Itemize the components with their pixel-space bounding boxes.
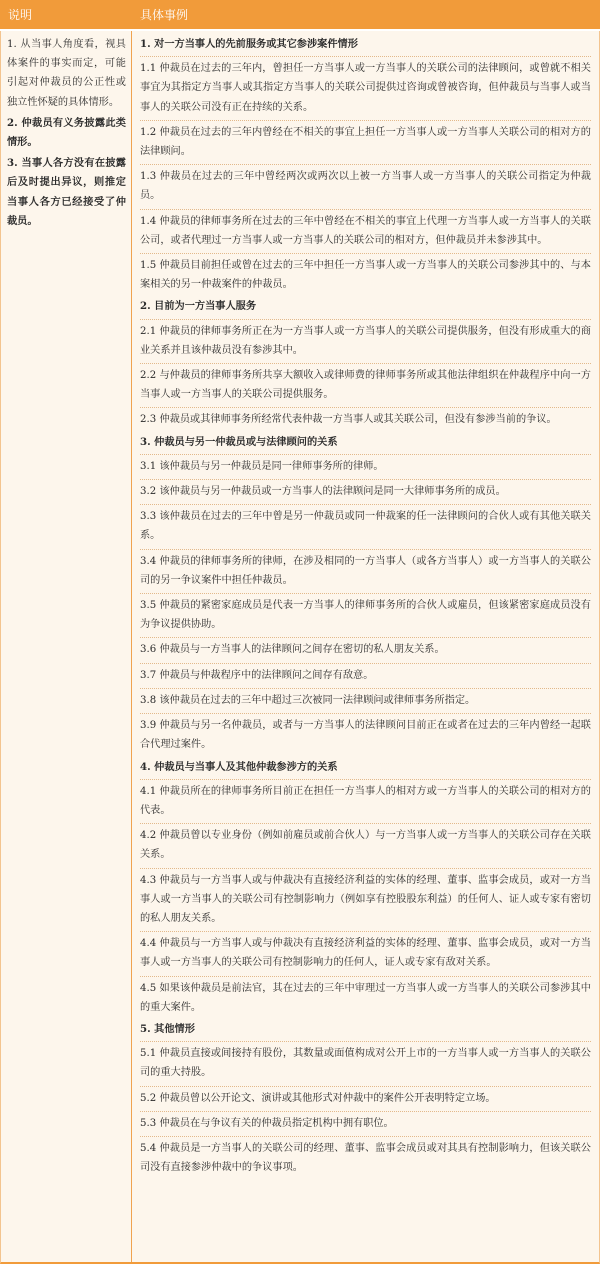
example-section — [140, 35, 591, 297]
explanation-note: 1. 从当事人角度看，视具体案件的事实而定，可能引起对仲裁员的公正性或独立性怀疑的具体情形。 — [7, 39, 126, 108]
example-item: 2.2 与仲裁员的律师事务所共享大额收入或律师费的律师事务所或其他法律组织在仲裁程序中向一方当事人或一方当事人的关联公司提供服务。 — [140, 364, 591, 408]
example-item: 4.1 仲裁员所在的律师事务所目前正在担任一方当事人的相对方或一方当事人的关联公司的相对方的代表。 — [140, 780, 591, 824]
example-item: 3.5 仲裁员的紧密家庭成员是代表一方当事人的律师事务所的合伙人或雇员，但该紧密家庭成员没有为争议提供协助。 — [140, 594, 591, 638]
table-body — [0, 31, 600, 1264]
example-item: 3.9 仲裁员与另一名仲裁员，或者与一方当事人的法律顾问目前正在或者在过去的三年内曾经一起联合代理过案件。 — [140, 720, 591, 751]
example-item: 1.1 仲裁员在过去的三年内，曾担任一方当事人或一方当事人的关联公司的法律顾问，或曾就不相关事宜为其指定方当事人或其指定方当事人的关联公司提供过咨询或曾被咨询，但仲裁员与当事人或当事人的关联公司没有正在持续的关系。 — [140, 57, 591, 121]
explanation-note: 2. 仲裁员有义务披露此类情形。 — [7, 116, 126, 149]
example-item: 4.3 仲裁员与一方当事人或与仲裁决有直接经济利益的实体的经理、董事、监事会成员，或对一方当事人或一方当事人的关联公司有控制影响力（例如享有控股股东利益）的任何人、证人或专家有密切的私人朋友关系。 — [140, 869, 591, 933]
example-item: 5.1 仲裁员直接或间接持有股份，其数量或面值构成对公开上市的一方当事人或一方当事人的关联公司的重大持股。 — [140, 1042, 591, 1086]
example-section — [140, 758, 591, 1020]
section-title: 5. 其他情形 — [140, 1020, 591, 1042]
example-item: 3.4 仲裁员的律师事务所的律师，在涉及相同的一方当事人（或各方当事人）或一方当事人的关联公司的另一争议案件中担任仲裁员。 — [140, 550, 591, 594]
example-item: 4.5 如果该仲裁员是前法官，其在过去的三年中审理过一方当事人或一方当事人的关联公司参涉其中的重大案件。 — [140, 982, 591, 1013]
example-item: 1.4 仲裁员的律师事务所在过去的三年中曾经在不相关的事宜上代理一方当事人或一方当事人的关联公司，或者代理过一方当事人或一方当事人的关联公司的相对方，但仲裁员并未参涉其中。 — [140, 210, 591, 254]
example-item: 3.2 该仲裁员与另一仲裁员或一方当事人的法律顾问是同一大律师事务所的成员。 — [140, 480, 591, 505]
explanation-note: 3. 当事人各方没有在披露后及时提出异议，则推定当事人各方已经接受了仲裁员。 — [7, 157, 126, 227]
example-item: 4.4 仲裁员与一方当事人或与仲裁决有直接经济利益的实体的经理、董事、监事会成员，或对一方当事人或一方当事人的关联公司有控制影响力的任何人，证人或专家有敌对关系。 — [140, 932, 591, 976]
example-item: 3.6 仲裁员与一方当事人的法律顾问之间存在密切的私人朋友关系。 — [140, 638, 591, 663]
example-item: 2.1 仲裁员的律师事务所正在为一方当事人或一方当事人的关联公司提供服务，但没有形成重大的商业关系并且该仲裁员没有参涉其中。 — [140, 320, 591, 364]
section-title: 1. 对一方当事人的先前服务或其它参涉案件情形 — [140, 35, 591, 57]
example-item: 5.4 仲裁员是一方当事人的关联公司的经理、董事、监事会成员或对其具有控制影响力，但该关联公司没有直接参涉仲裁中的争议事项。 — [140, 1142, 591, 1174]
example-item: 5.3 仲裁员在与争议有关的仲裁员指定机构中拥有职位。 — [140, 1112, 591, 1137]
example-section — [140, 297, 591, 432]
example-item: 4.2 仲裁员曾以专业身份（例如前雇员或前合伙人）与一方当事人或一方当事人的关联公司存在关联关系。 — [140, 824, 591, 868]
example-item: 3.7 仲裁员与仲裁程序中的法律顾问之间存有敌意。 — [140, 664, 591, 689]
example-item: 3.1 该仲裁员与另一仲裁员是同一律师事务所的律师。 — [140, 455, 591, 480]
example-item: 5.2 仲裁员曾以公开论文、演讲或其他形式对仲裁中的案件公开表明特定立场。 — [140, 1087, 591, 1112]
example-item: 1.3 仲裁员在过去的三年中曾经两次或两次以上被一方当事人或一方当事人的关联公司指定为仲裁员。 — [140, 165, 591, 209]
header-explanation: 说明 — [8, 8, 33, 22]
explanation-column — [1, 31, 132, 1262]
example-section — [140, 433, 591, 758]
example-section — [140, 1020, 591, 1180]
example-item: 1.2 仲裁员在过去的三年内曾经在不相关的事宜上担任一方当事人或一方当事人关联公司的相对方的法律顾问。 — [140, 121, 591, 165]
section-title: 4. 仲裁员与当事人及其他仲裁参涉方的关系 — [140, 758, 591, 780]
example-item: 2.3 仲裁员或其律师事务所经常代表仲裁一方当事人或其关联公司，但没有参涉当前的争议。 — [140, 414, 557, 426]
table-header — [0, 0, 600, 31]
example-item: 3.3 该仲裁员在过去的三年中曾是另一仲裁员或同一仲裁案的任一法律顾问的合伙人或有其他关联关系。 — [140, 505, 591, 549]
section-title: 2. 目前为一方当事人服务 — [140, 297, 591, 319]
example-item: 3.8 该仲裁员在过去的三年中超过三次被同一法律顾问或律师事务所指定。 — [140, 689, 591, 714]
header-examples: 具体事例 — [140, 8, 189, 22]
section-title: 3. 仲裁员与另一仲裁员或与法律顾问的关系 — [140, 433, 591, 455]
examples-column — [132, 31, 599, 1262]
example-item: 1.5 仲裁员目前担任或曾在过去的三年中担任一方当事人或一方当事人的关联公司参涉其中的、与本案相关的另一仲裁案件的仲裁员。 — [140, 260, 591, 291]
